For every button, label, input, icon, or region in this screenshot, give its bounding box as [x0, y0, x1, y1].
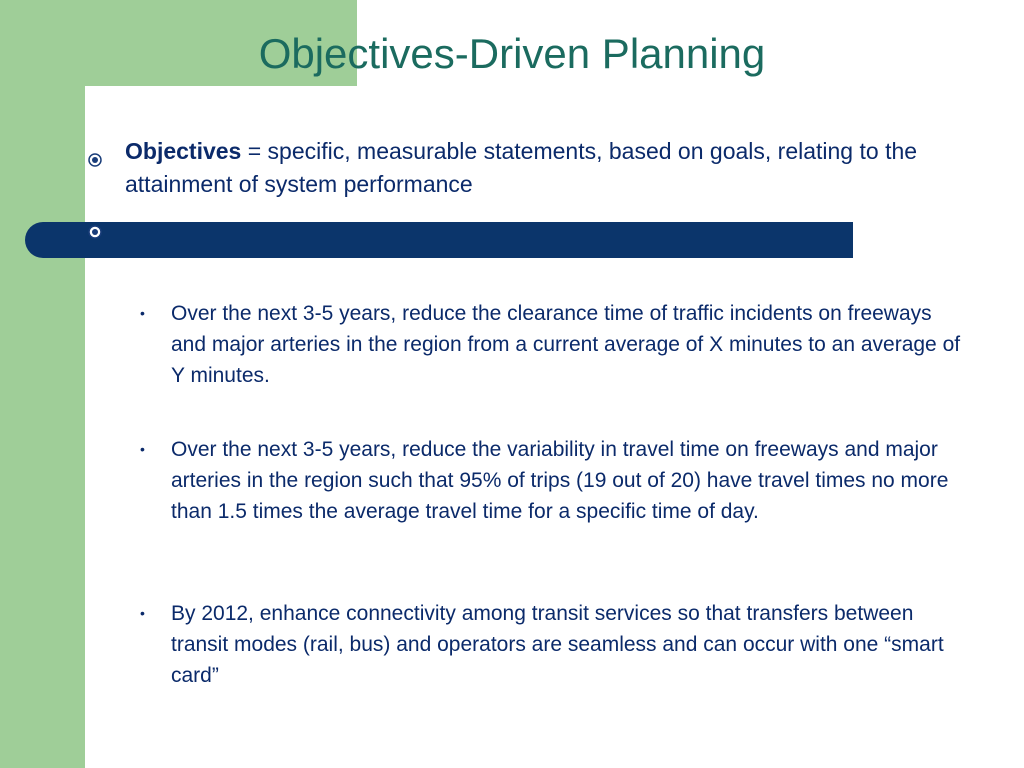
dot-bullet-icon: •: [140, 441, 145, 457]
example-text-1: Over the next 3-5 years, reduce the clearance time of traffic incidents on freeways and major arteries in the region from a current average of X minutes to an average of Y minutes.: [171, 302, 961, 387]
slide-title: Objectives-Driven Planning: [258, 30, 766, 77]
circle-bullet-icon: [88, 225, 102, 244]
example-text-2: Over the next 3-5 years, reduce the variability in travel time on freeways and major arteries in the region such that 95% of trips (19 out of 20) have travel times no more than 1.5 times the average travel time for a specific time of day.: [171, 438, 949, 523]
objectives-definition-text: = specific, measurable statements, based on goals, relating to the attainment of system performance: [125, 138, 918, 197]
circle-bullet-icon: [88, 143, 102, 176]
dot-bullet-icon: •: [140, 305, 145, 321]
objectives-term: Objectives: [125, 138, 242, 164]
example-text-3: By 2012, enhance connectivity among transit services so that transfers between transit modes (rail, bus) and operators are seamless and can occur with one “smart card”: [171, 602, 944, 687]
dot-bullet-icon: •: [140, 605, 145, 621]
left-decorative-band: [0, 0, 85, 768]
objectives-definition: [125, 135, 945, 201]
navy-overlay-bar: [25, 222, 853, 258]
